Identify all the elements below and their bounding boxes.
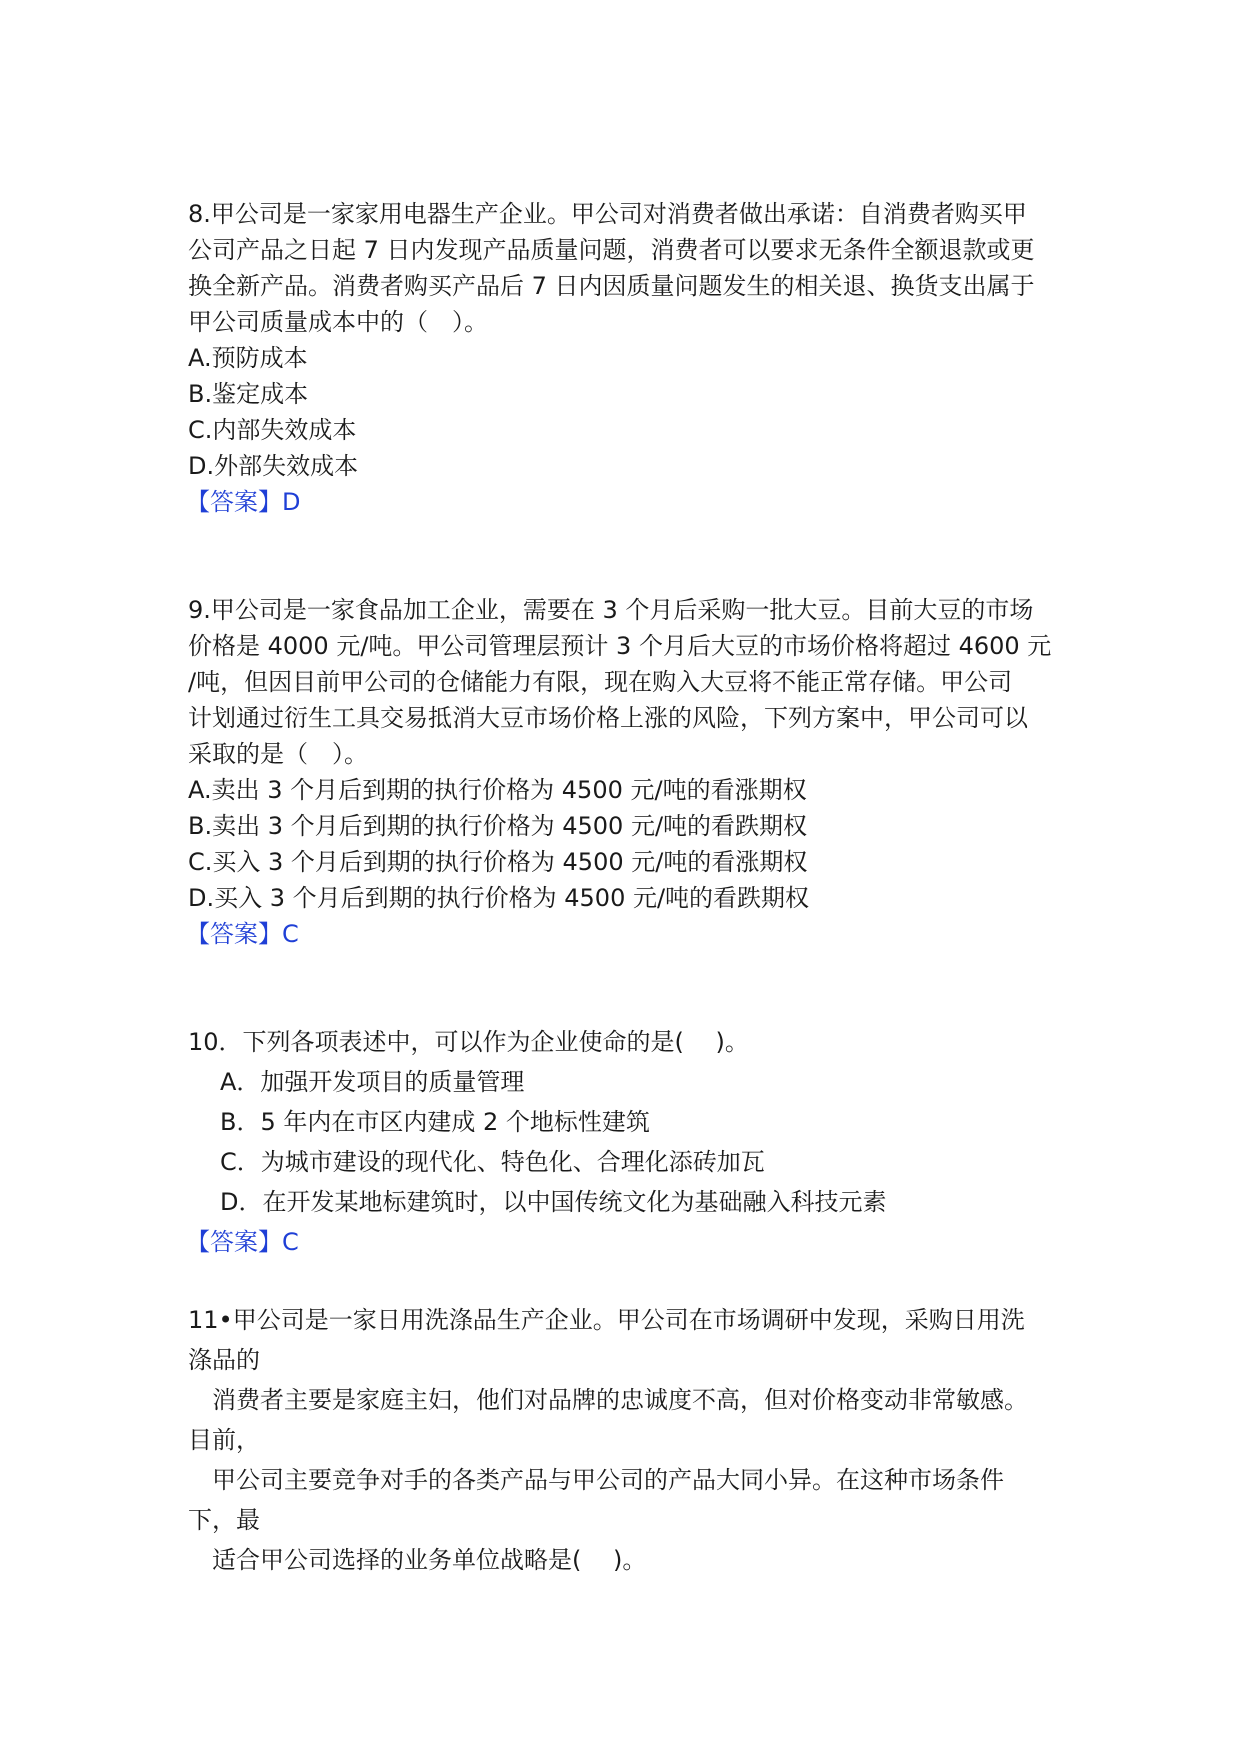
q11-stem-line-7: 适合甲公司选择的业务单位战略是( )。: [188, 1546, 647, 1574]
q10-stem-line-1: 10．下列各项表述中，可以作为企业使命的是( )。: [188, 1028, 749, 1056]
q9-option-b: B.卖出 3 个月后到期的执行价格为 4500 元/吨的看跌期权: [188, 812, 808, 840]
q11-stem-line-3: 消费者主要是家庭主妇，他们对品牌的忠诚度不高，但对价格变动非常敏感。: [188, 1386, 1028, 1414]
q8-option-a: A.预防成本: [188, 344, 308, 372]
q9-answer: 【答案】C: [186, 920, 299, 948]
q8-stem-line-3: 换全新产品。消费者购买产品后 7 日内因质量问题发生的相关退、换货支出属于: [188, 272, 1035, 300]
q10-option-b: B．5 年内在市区内建成 2 个地标性建筑: [220, 1108, 650, 1136]
q10-answer: 【答案】C: [186, 1228, 299, 1256]
q8-option-c: C.内部失效成本: [188, 416, 357, 444]
q9-option-a: A.卖出 3 个月后到期的执行价格为 4500 元/吨的看涨期权: [188, 776, 807, 804]
q9-option-c: C.买入 3 个月后到期的执行价格为 4500 元/吨的看涨期权: [188, 848, 808, 876]
q8-option-d: D.外部失效成本: [188, 452, 359, 480]
q8-stem-line-4: 甲公司质量成本中的（ ）。: [188, 308, 488, 336]
q11-stem-line-2: 涤品的: [188, 1346, 260, 1374]
q11-stem-line-6: 下，最: [188, 1506, 260, 1534]
q11-stem-line-1: 11•甲公司是一家日用洗涤品生产企业。甲公司在市场调研中发现，采购日用洗: [188, 1306, 1025, 1334]
q9-stem-line-5: 采取的是（ ）。: [188, 740, 368, 768]
q8-stem-line-2: 公司产品之日起 7 日内发现产品质量问题，消费者可以要求无条件全额退款或更: [188, 236, 1035, 264]
q11-stem-line-5: 甲公司主要竞争对手的各类产品与甲公司的产品大同小异。在这种市场条件: [188, 1466, 1004, 1494]
q9-stem-line-3: /吨，但因目前甲公司的仓储能力有限，现在购入大豆将不能正常存储。甲公司: [188, 668, 1013, 696]
q10-option-a: A．加强开发项目的质量管理: [220, 1068, 525, 1096]
q10-option-d: D．在开发某地标建筑时，以中国传统文化为基础融入科技元素: [220, 1188, 887, 1216]
q10-option-c: C．为城市建设的现代化、特色化、合理化添砖加瓦: [220, 1148, 765, 1176]
q9-stem-line-2: 价格是 4000 元/吨。甲公司管理层预计 3 个月后大豆的市场价格将超过 4600 元: [188, 632, 1052, 660]
q8-option-b: B.鉴定成本: [188, 380, 309, 408]
q9-stem-line-4: 计划通过衍生工具交易抵消大豆市场价格上涨的风险，下列方案中，甲公司可以: [188, 704, 1028, 732]
q9-stem-line-1: 9.甲公司是一家食品加工企业，需要在 3 个月后采购一批大豆。目前大豆的市场: [188, 596, 1034, 624]
q8-answer: 【答案】D: [186, 488, 301, 516]
q11-stem-line-4: 目前，: [188, 1426, 260, 1454]
q9-option-d: D.买入 3 个月后到期的执行价格为 4500 元/吨的看跌期权: [188, 884, 810, 912]
q8-stem-line-1: 8.甲公司是一家家用电器生产企业。甲公司对消费者做出承诺：自消费者购买甲: [188, 200, 1027, 228]
